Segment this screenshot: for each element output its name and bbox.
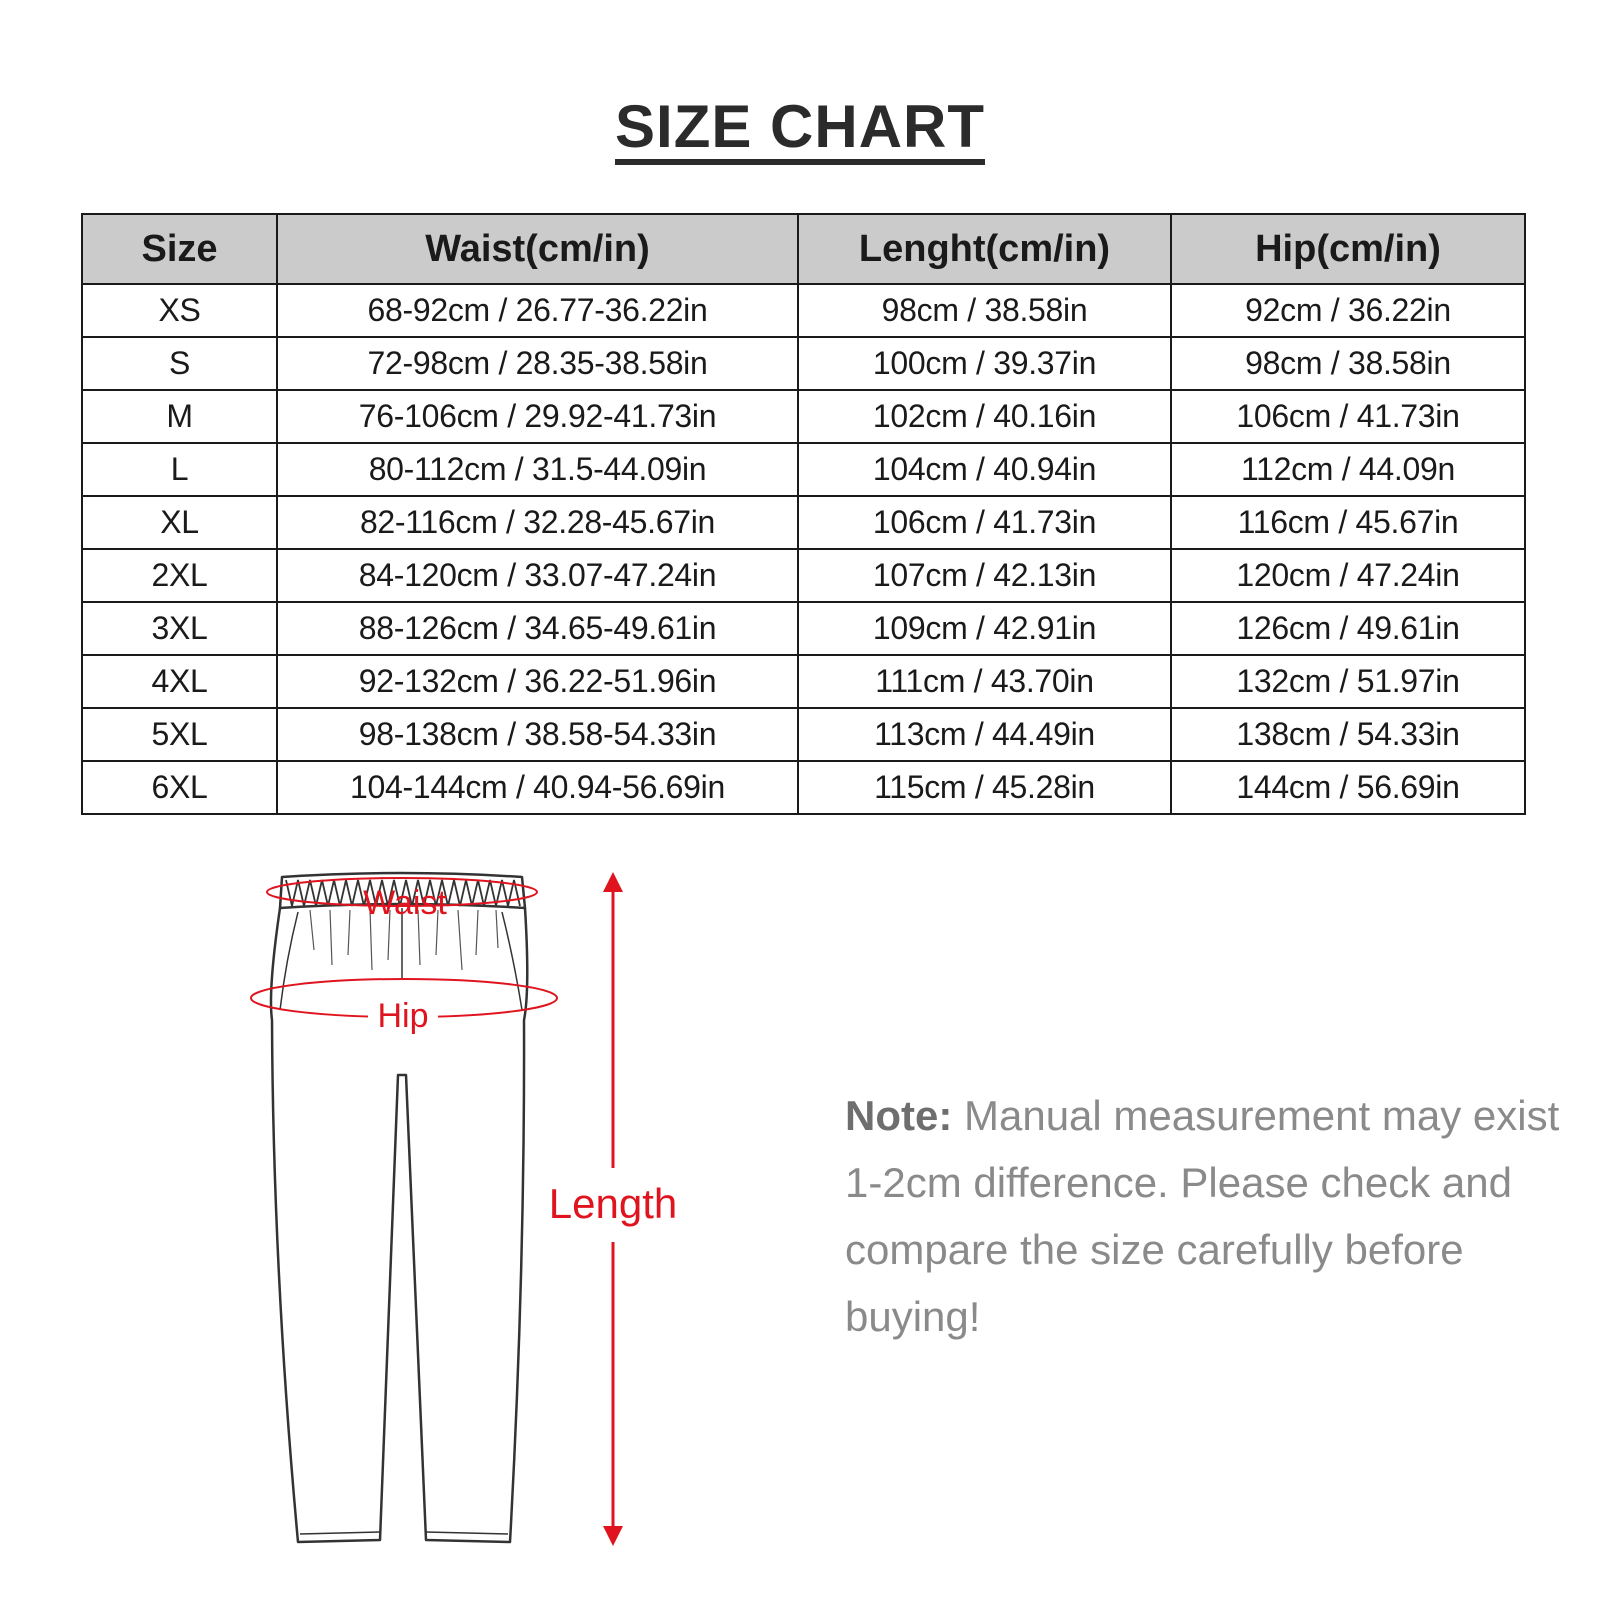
cell-waist: 76-106cm / 29.92-41.73in [277, 390, 798, 443]
cell-length: 106cm / 41.73in [798, 496, 1171, 549]
cell-hip: 106cm / 41.73in [1171, 390, 1525, 443]
cell-waist: 92-132cm / 36.22-51.96in [277, 655, 798, 708]
table-row [82, 655, 1525, 708]
table-row [82, 496, 1525, 549]
measurement-note [845, 1082, 1565, 1350]
cell-waist: 104-144cm / 40.94-56.69in [277, 761, 798, 814]
cell-waist: 88-126cm / 34.65-49.61in [277, 602, 798, 655]
cell-length: 104cm / 40.94in [798, 443, 1171, 496]
cell-hip: 92cm / 36.22in [1171, 284, 1525, 337]
table-row [82, 390, 1525, 443]
cell-hip: 120cm / 47.24in [1171, 549, 1525, 602]
cell-hip: 116cm / 45.67in [1171, 496, 1525, 549]
table-row [82, 602, 1525, 655]
cell-size: 6XL [82, 761, 277, 814]
note-label: Note: [845, 1092, 953, 1139]
table-row [82, 761, 1525, 814]
cell-length: 115cm / 45.28in [798, 761, 1171, 814]
table-row [82, 708, 1525, 761]
cell-waist: 72-98cm / 28.35-38.58in [277, 337, 798, 390]
table-row [82, 443, 1525, 496]
cell-waist: 84-120cm / 33.07-47.24in [277, 549, 798, 602]
length-label: Length [548, 1180, 678, 1227]
cell-hip: 138cm / 54.33in [1171, 708, 1525, 761]
cell-length: 109cm / 42.91in [798, 602, 1171, 655]
cell-waist: 82-116cm / 32.28-45.67in [277, 496, 798, 549]
cell-hip: 126cm / 49.61in [1171, 602, 1525, 655]
cell-hip: 112cm / 44.09n [1171, 443, 1525, 496]
header-length: Lenght(cm/in) [798, 214, 1171, 284]
cell-waist: 80-112cm / 31.5-44.09in [277, 443, 798, 496]
cell-size: XL [82, 496, 277, 549]
table-row [82, 337, 1525, 390]
cell-waist: 68-92cm / 26.77-36.22in [277, 284, 798, 337]
cell-length: 98cm / 38.58in [798, 284, 1171, 337]
pants-outline [271, 873, 527, 1542]
page-title [0, 92, 1600, 165]
cell-size: S [82, 337, 277, 390]
cell-size: 5XL [82, 708, 277, 761]
cell-waist: 98-138cm / 38.58-54.33in [277, 708, 798, 761]
cell-size: M [82, 390, 277, 443]
pants-measurement-diagram [240, 870, 700, 1590]
header-size: Size [82, 214, 277, 284]
size-table [81, 213, 1526, 815]
hip-label: Hip [377, 997, 429, 1035]
cell-size: 2XL [82, 549, 277, 602]
cell-hip: 144cm / 56.69in [1171, 761, 1525, 814]
waist-label: Waist [363, 884, 447, 922]
table-row [82, 549, 1525, 602]
cell-size: L [82, 443, 277, 496]
page-title-text: SIZE CHART [615, 95, 985, 165]
cell-length: 111cm / 43.70in [798, 655, 1171, 708]
header-hip: Hip(cm/in) [1171, 214, 1525, 284]
note-text: Manual measurement may exist 1-2cm difference. Please check and compare the size carefully before buying! [845, 1092, 1560, 1340]
cell-length: 107cm / 42.13in [798, 549, 1171, 602]
cell-hip: 132cm / 51.97in [1171, 655, 1525, 708]
cell-length: 113cm / 44.49in [798, 708, 1171, 761]
cell-size: 4XL [82, 655, 277, 708]
cell-hip: 98cm / 38.58in [1171, 337, 1525, 390]
cell-size: 3XL [82, 602, 277, 655]
cell-size: XS [82, 284, 277, 337]
table-row [82, 284, 1525, 337]
table-header-row [82, 214, 1525, 284]
cell-length: 102cm / 40.16in [798, 390, 1171, 443]
cell-length: 100cm / 39.37in [798, 337, 1171, 390]
header-waist: Waist(cm/in) [277, 214, 798, 284]
